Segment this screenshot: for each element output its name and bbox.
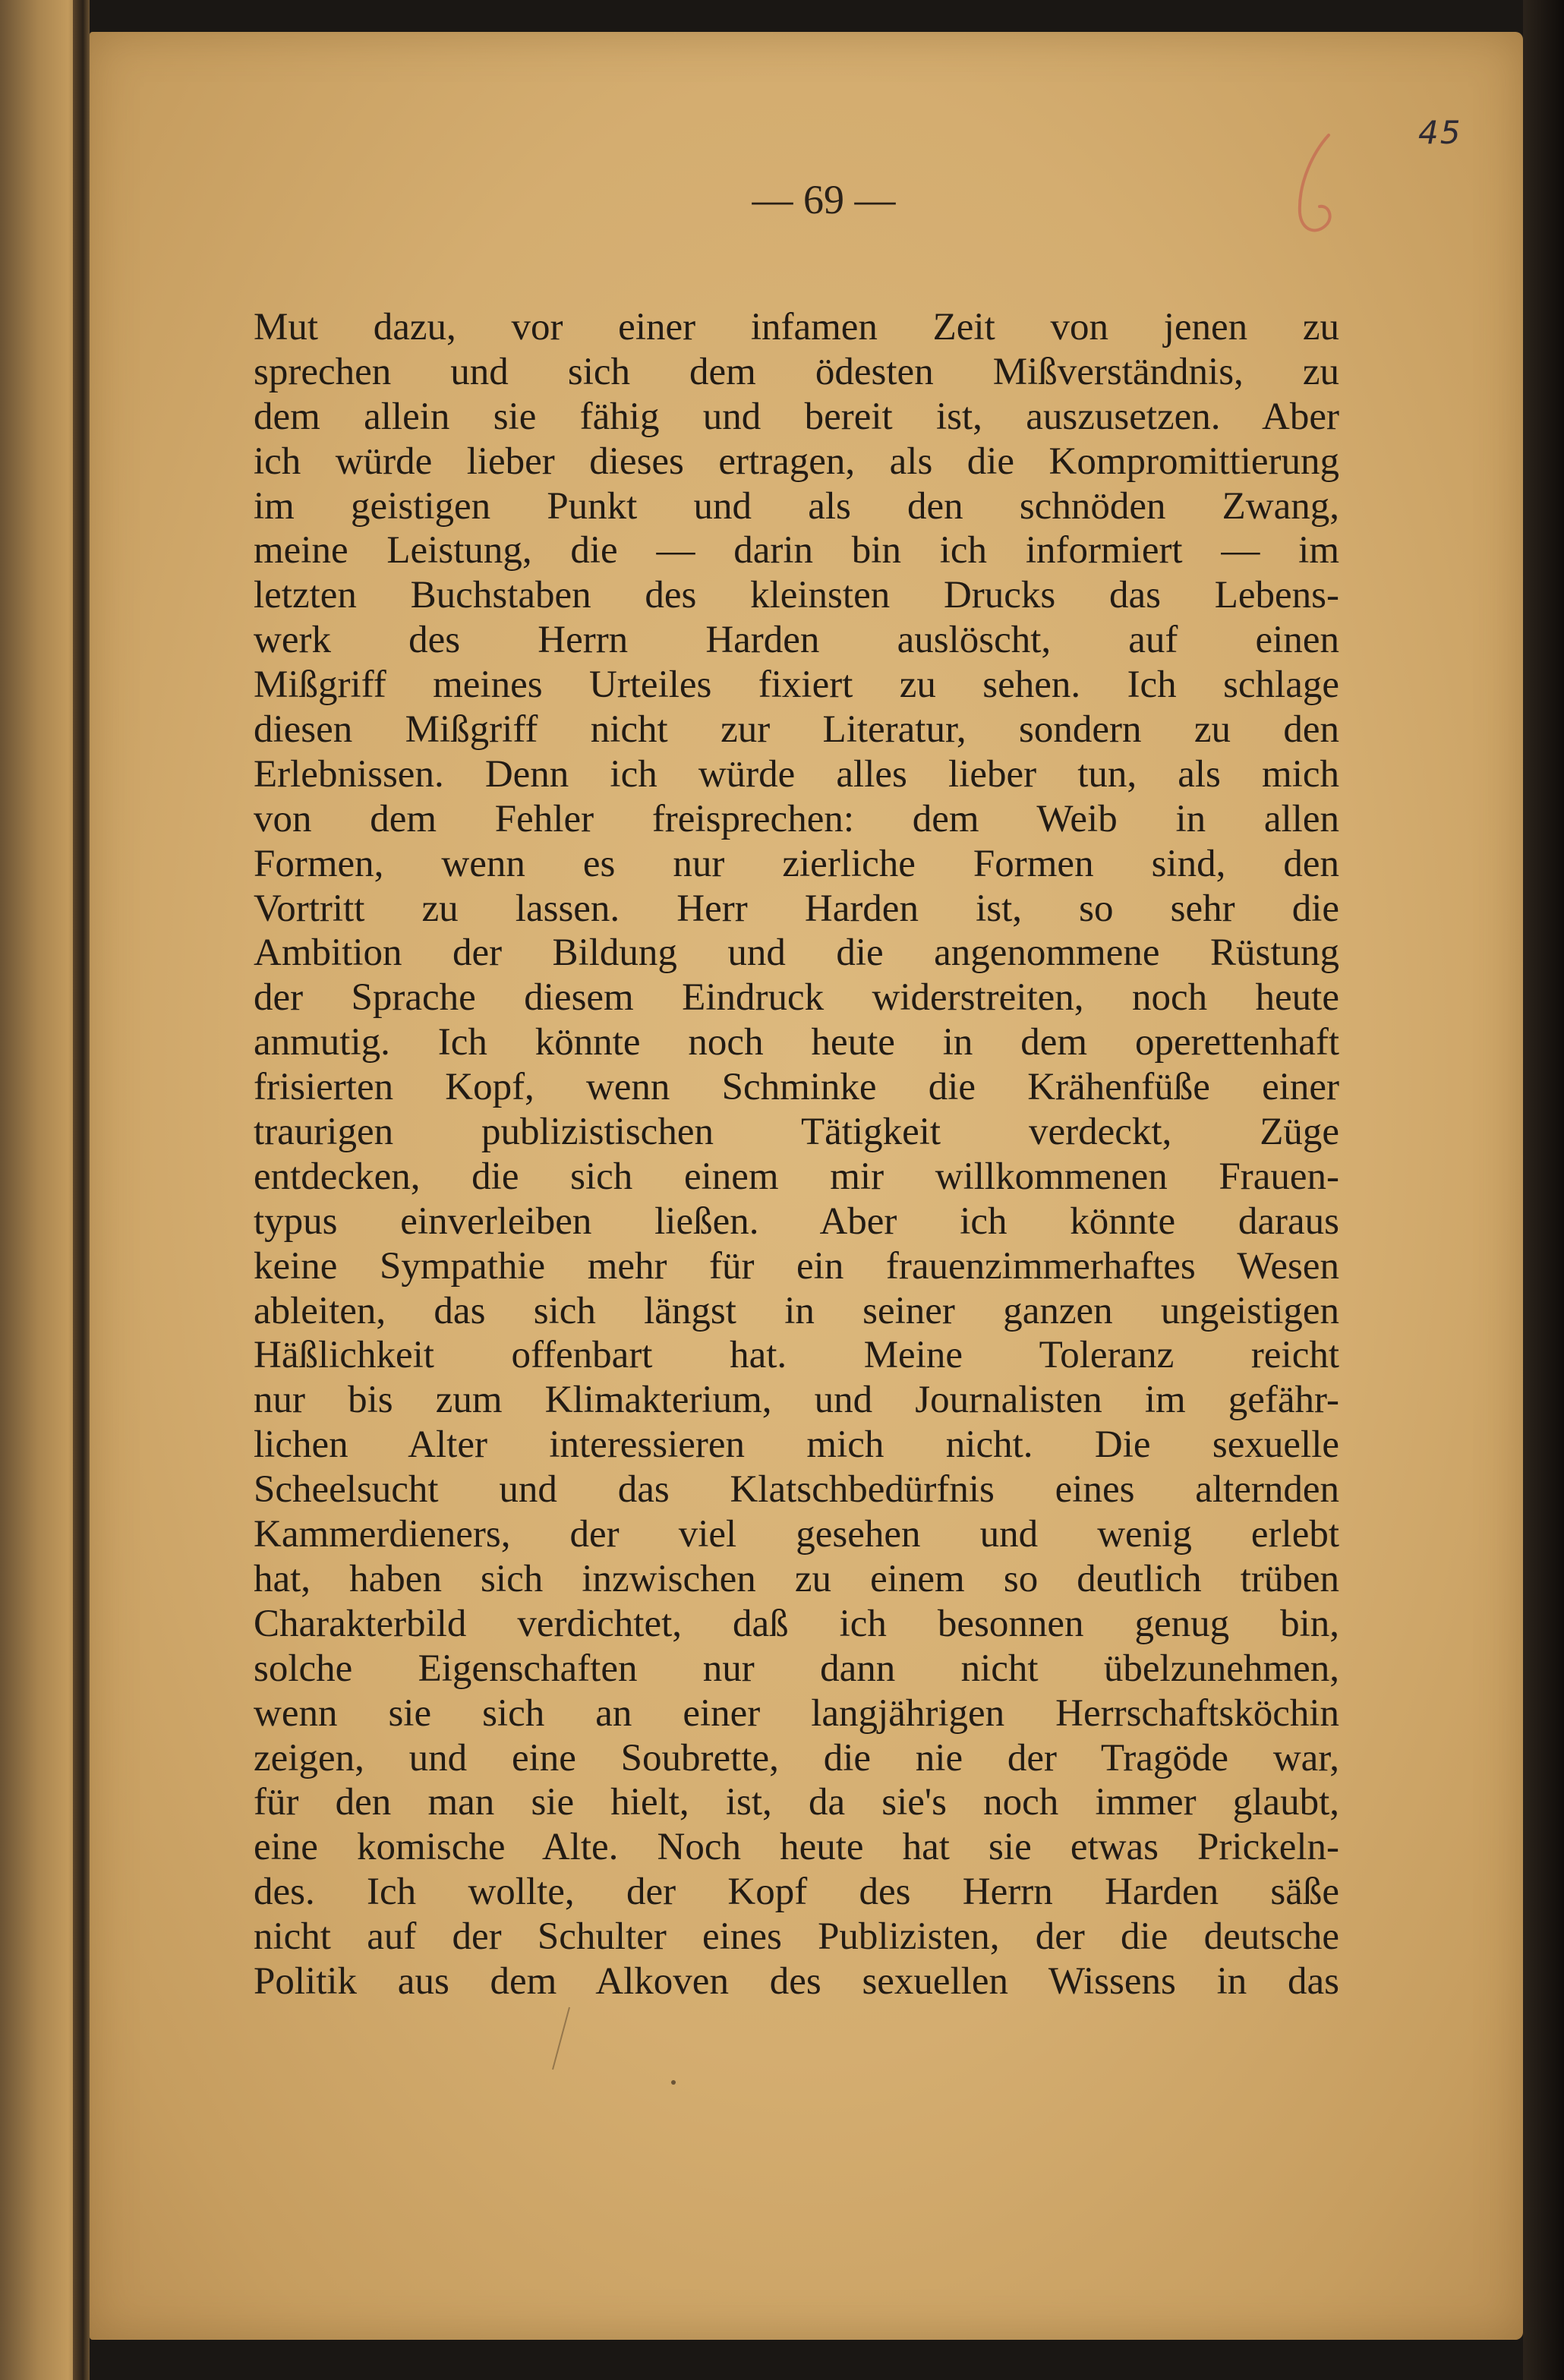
paper-speck (671, 2080, 676, 2085)
stray-pencil-stroke (547, 2004, 577, 2073)
text-line: nur bis zum Klimakterium, und Journalisten im gefähr- (254, 1379, 1339, 1422)
text-line: Häßlichkeit offenbart hat. Meine Toleranz reicht (254, 1334, 1339, 1377)
text-line: im geistigen Punkt und als den schnöden Zwang, (254, 484, 1339, 528)
page-edge-shadow (1523, 0, 1564, 2380)
text-line: traurigen publizistischen Tätigkeit verdeckt, Züge (254, 1111, 1339, 1154)
text-line: Scheelsucht und das Klatschbedürfnis eines alternden (254, 1468, 1339, 1512)
text-line: werk des Herrn Harden auslöscht, auf einen (254, 619, 1339, 662)
text-line: Politik aus dem Alkoven des sexuellen Wissens in das (254, 1959, 1339, 2003)
text-line: wenn sie sich an einer langjährigen Herrschaftsköchin (254, 1691, 1339, 1735)
text-line: hat, haben sich inzwischen zu einem so deutlich trüben (254, 1557, 1339, 1600)
text-line: des. Ich wollte, der Kopf des Herrn Harden säße (254, 1871, 1339, 1914)
text-line: für den man sie hielt, ist, da sie's noch immer glaubt, (254, 1781, 1339, 1824)
handwritten-archive-number: 45 (1418, 114, 1462, 151)
text-line: diesen Mißgriff nicht zur Literatur, sondern zu den (254, 708, 1339, 752)
text-line: Mißgriff meines Urteiles fixiert zu sehen. Ich schlage (254, 664, 1339, 707)
text-line: frisierten Kopf, wenn Schminke die Krähenfüße einer (254, 1066, 1339, 1109)
text-line: anmutig. Ich könnte noch heute in dem operettenhaft (254, 1021, 1339, 1064)
text-line: Kammerdieners, der viel gesehen und wenig erlebt (254, 1513, 1339, 1556)
text-line: eine komische Alte. Noch heute hat sie etwas Prickeln- (254, 1826, 1339, 1869)
text-line: lichen Alter interessieren mich nicht. Die sexuelle (254, 1423, 1339, 1467)
text-line: Charakterbild verdichtet, daß ich besonnen genug bin, (254, 1602, 1339, 1645)
binding-edge (73, 0, 90, 2380)
text-line: typus einverleiben ließen. Aber ich könnte daraus (254, 1199, 1339, 1243)
text-line: der Sprache diesem Eindruck widerstreiten, noch heute (254, 976, 1339, 1020)
text-line: meine Leistung, die — darin bin ich informiert — im (254, 529, 1339, 572)
text-line: Erlebnissen. Denn ich würde alles lieber tun, als mich (254, 752, 1339, 796)
body-text (254, 305, 1339, 2004)
text-line: zeigen, und eine Soubrette, die nie der Tragöde war, (254, 1736, 1339, 1779)
text-line: ich würde lieber dieses ertragen, als die Kompromittierung (254, 440, 1339, 483)
text-line: von dem Fehler freisprechen: dem Weib in allen (254, 797, 1339, 840)
text-line: Mut dazu, vor einer infamen Zeit von jenen zu (254, 306, 1339, 348)
page-number: — 69 — (752, 177, 896, 222)
text-line: entdecken, die sich einem mir willkommenen Frauen- (254, 1155, 1339, 1198)
text-line: solche Eigenschaften nur dann nicht übelzunehmen, (254, 1647, 1339, 1690)
text-line: Ambition der Bildung und die angenommene Rüstung (254, 932, 1339, 975)
text-line: Vortritt zu lassen. Herr Harden ist, so sehr die (254, 887, 1339, 930)
text-line: sprechen und sich dem ödesten Mißverständnis, zu (254, 350, 1339, 393)
text-line: keine Sympathie mehr für ein frauenzimmerhaftes Wesen (254, 1244, 1339, 1288)
text-line: dem allein sie fähig und bereit ist, auszusetzen. Aber (254, 395, 1339, 438)
text-line: Formen, wenn es nur zierliche Formen sind, den (254, 842, 1339, 885)
text-line: nicht auf der Schulter eines Publizisten, der die deutsche (254, 1915, 1339, 1959)
text-line: ableiten, das sich längst in seiner ganzen ungeistigen (254, 1289, 1339, 1332)
text-line: letzten Buchstaben des kleinsten Drucks das Lebens- (254, 574, 1339, 617)
